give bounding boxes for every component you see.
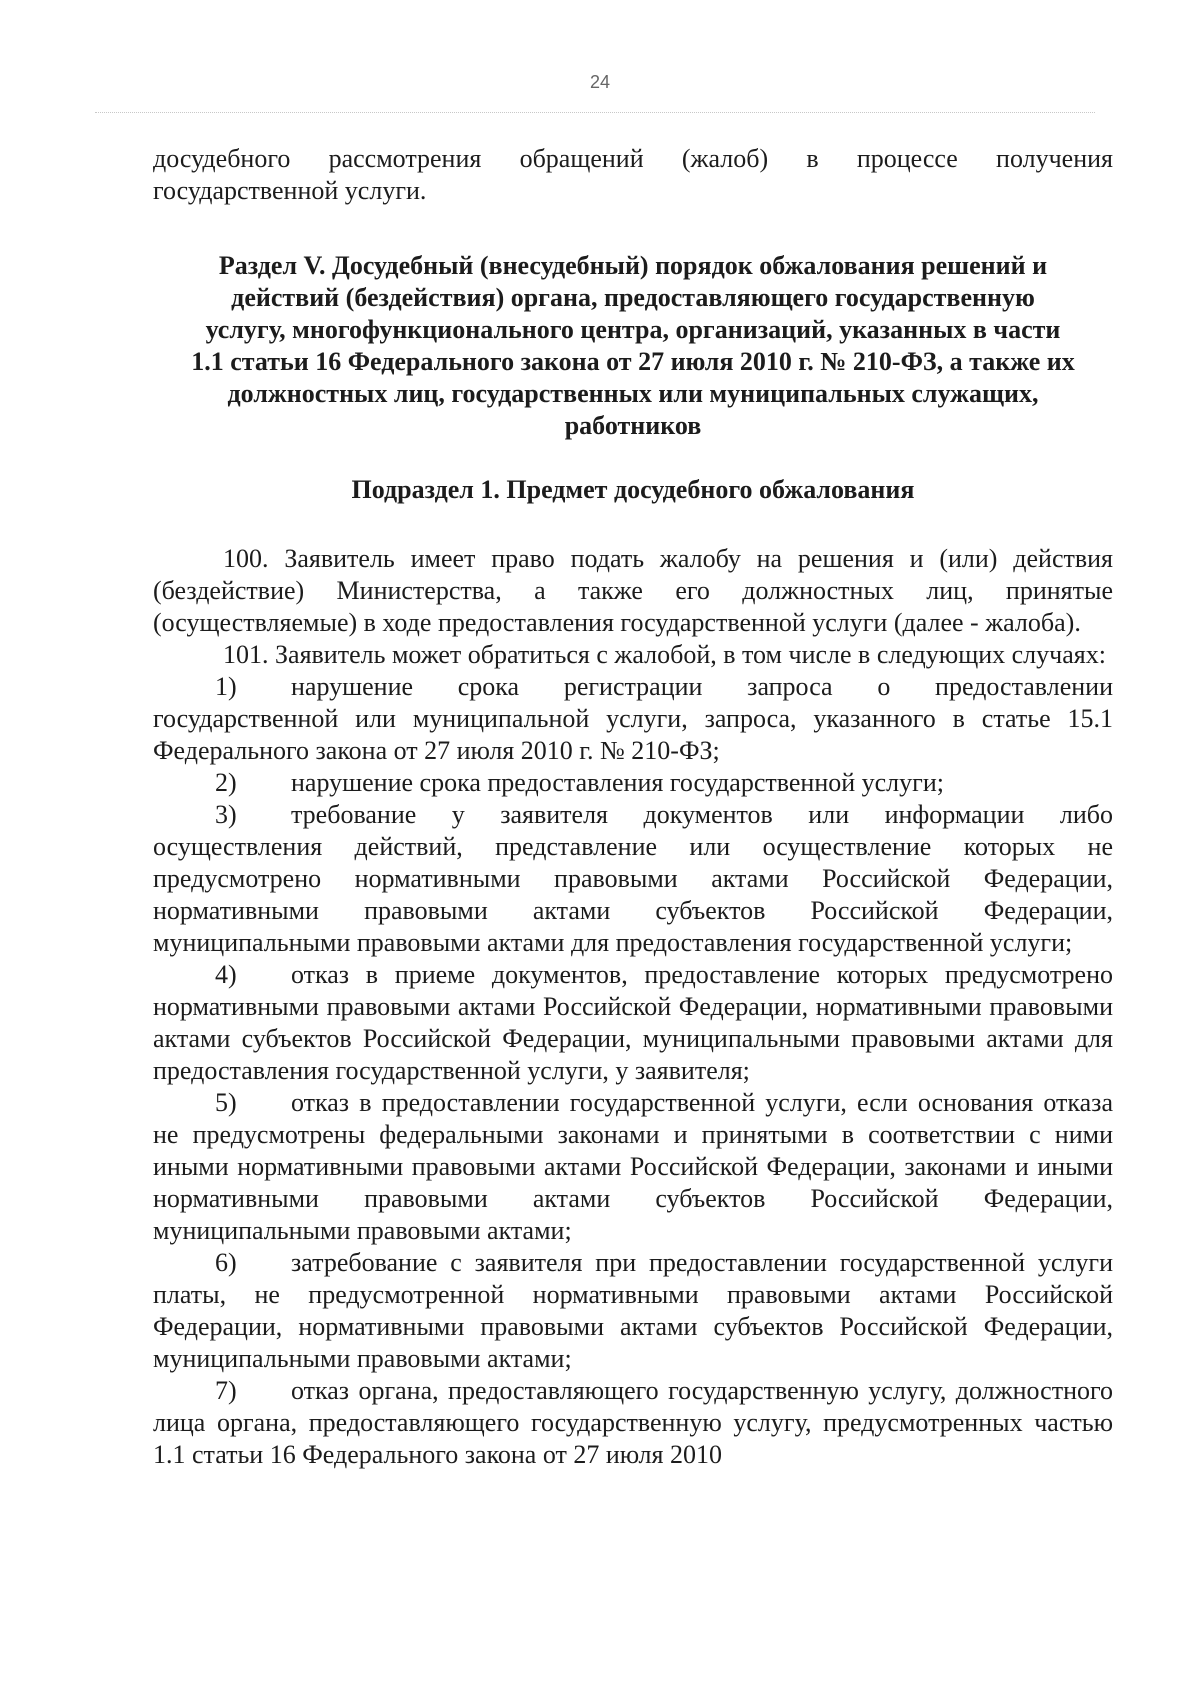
section-heading-line: Раздел V. Досудебный (внесудебный) порядок обжалования решений и: [218, 251, 1048, 280]
section-heading-line: действий (бездействия) органа, предоставляющего государственную: [231, 283, 1035, 312]
paragraph-text: Заявитель имеет право подать жалобу на решения и (или) действия (бездействие) Министерства, а также его должностных лиц, принятые (осуществляемые) в ходе предоставления государственной услуги (далее - жалоба).: [153, 544, 1114, 637]
section-heading-line: услугу, многофункционального центра, организаций, указанных в части: [205, 315, 1061, 344]
paragraph-100: [153, 543, 1113, 639]
paragraph-text: Заявитель может обратиться с жалобой, в том числе в следующих случаях:: [275, 640, 1106, 669]
list-item-text: отказ органа, предоставляющего государственную услугу, должностного лица органа, предоставляющего государственную услугу, предусмотренных частью 1.1 статьи 16 Федерального закона от 27 июля 2010: [153, 1376, 1113, 1469]
list-item-7: [153, 1375, 1113, 1471]
list-item-text: отказ в предоставлении государственной услуги, если основания отказа не предусмотрены федеральными законами и принятыми в соответствии с ними иными нормативными правовыми актами Российской Федерации, законами и иными нормативными правовыми актами субъектов Российской Федерации, муниципальными правовыми актами;: [153, 1088, 1113, 1245]
list-item-3: [153, 799, 1113, 959]
paragraph-101: [153, 639, 1113, 671]
subsection-heading: Подраздел 1. Предмет досудебного обжалования: [351, 475, 915, 504]
list-item-number: 1): [215, 672, 237, 701]
list-item-6: [153, 1247, 1113, 1375]
list-item-number: 6): [215, 1248, 237, 1277]
list-item-text: отказ в приеме документов, предоставление которых предусмотрено нормативными правовыми актами Российской Федерации, нормативными правовыми актами субъектов Российской Федерации, муниципальными правовыми актами для предоставления государственной услуги, у заявителя;: [153, 960, 1113, 1085]
list-item-number: 2): [215, 768, 237, 797]
paragraph-number: 100.: [223, 544, 269, 573]
list-item-4: [153, 959, 1113, 1087]
list-item-text: нарушение срока регистрации запроса о предоставлении государственной или муниципальной услуги, запроса, указанного в статье 15.1 Федерального закона от 27 июля 2010 г. № 210-ФЗ;: [153, 672, 1113, 765]
list-item-5: [153, 1087, 1113, 1247]
section-heading-line: работников: [564, 411, 702, 440]
section-heading-line: должностных лиц, государственных или муниципальных служащих,: [227, 379, 1039, 408]
section-heading-line: 1.1 статьи 16 Федерального закона от 27 июля 2010 г. № 210-ФЗ, а также их: [191, 347, 1075, 376]
list-item-text: требование у заявителя документов или информации либо осуществления действий, представление или осуществление которых не предусмотрено нормативными правовыми актами Российской Федерации, нормативными правовыми актами субъектов Российской Федерации, муниципальными правовыми актами для предоставления государственной услуги;: [153, 800, 1113, 957]
list-item-1: [153, 671, 1113, 767]
paragraph-number: 101.: [223, 640, 269, 669]
list-item-text: нарушение срока предоставления государственной услуги;: [291, 768, 944, 797]
document-body: [153, 143, 1113, 1471]
list-item-number: 5): [215, 1088, 237, 1117]
section-heading: [153, 250, 1113, 442]
intro-paragraph: досудебного рассмотрения обращений (жалоб) в процессе получения государственной услуги.: [153, 144, 1113, 205]
list-item-number: 7): [215, 1376, 237, 1405]
list-item-text: затребование с заявителя при предоставлении государственной услуги платы, не предусмотренной нормативными правовыми актами Российской Федерации, нормативными правовыми актами субъектов Российской Федерации, муниципальными правовыми актами;: [153, 1248, 1113, 1373]
list-item-number: 4): [215, 960, 237, 989]
list-item-2: [153, 767, 1113, 799]
list-item-number: 3): [215, 800, 237, 829]
scan-artifact-line: [95, 112, 1095, 113]
page-number: 24: [589, 72, 611, 92]
